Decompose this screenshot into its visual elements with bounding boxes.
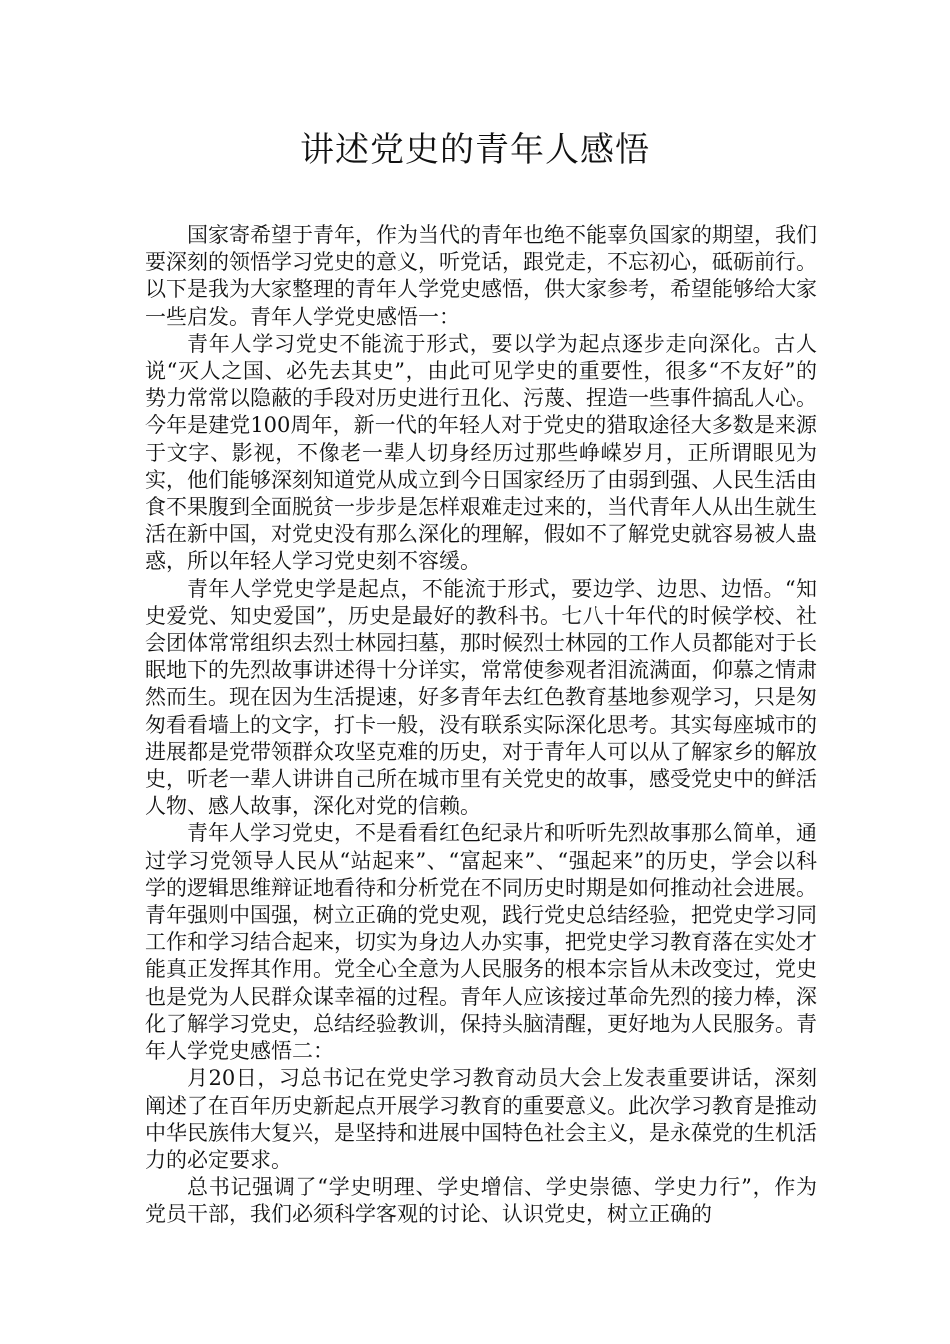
paragraph-scientific-view: 青年人学习党史，不是看看红色纪录片和听听先烈故事那么简单，通过学习党领导人民从“站起来”、“富起来”、“强起来”的历史，学会以科学的逻辑思维辩证地看待和分析党在不同历史时期是如何推动社会进展。青年强则中国强，树立正确的党史观，践行党史总结经验，把党史学习同工作和学习结合起来，切实为身边人办实事，把党史学习教育落在实处才能真正发挥其作用。党全心全意为人民服务的根本宗旨从未改变过，党史也是党为人民群众谋幸福的过程。青年人应该接过革命先烈的接力棒，深化了解学习党史，总结经验教训，保持头脑清醒，更好地为人民服务。青年人学党史感悟二： xyxy=(145,821,817,1064)
paragraph-intro: 国家寄希望于青年，作为当代的青年也绝不能辜负国家的期望，我们要深刻的领悟学习党史的意义，听党话，跟党走，不忘初心，砥砺前行。以下是我为大家整理的青年人学党史感悟，供大家参考，希望能够给大家一些启发。青年人学党史感悟一： xyxy=(145,223,817,329)
document-body xyxy=(145,222,817,1229)
paragraph-speech: 月20日，习总书记在党史学习教育动员大会上发表重要讲话，深刻阐述了在百年历史新起点开展学习教育的重要意义。此次学习教育是推动中华民族伟大复兴，是坚持和进展中国特色社会主义，是永葆党的生机活力的必定要求。 xyxy=(145,1066,817,1172)
paragraph-learning-depth: 青年人学习党史不能流于形式，要以学为起点逐步走向深化。古人说“灭人之国、必先去其史”，由此可见学史的重要性，很多“不友好”的势力常常以隐蔽的手段对历史进行丑化、污蔑、捏造一些事件搞乱人心。今年是建党100周年，新一代的年轻人对于党史的猎取途径大多数是来源于文字、影视，不像老一辈人切身经历过那些峥嵘岁月，正所谓眼见为实，他们能够深刻知道党从成立到今日国家经历了由弱到强、人民生活由食不果腹到全面脱贫一步步是怎样艰难走过来的，当代青年人从出生就生活在新中国，对党史没有那么深化的理解，假如不了解党史就容易被人蛊惑，所以年轻人学习党史刻不容缓。 xyxy=(145,331,817,574)
paragraph-learn-think-understand: 青年人学党史学是起点，不能流于形式，要边学、边思、边悟。“知史爱党、知史爱国”，历史是最好的教科书。七八十年代的时候学校、社会团体常常组织去烈士林园扫墓，那时候烈士林园的工作人员都能对于长眠地下的先烈故事讲述得十分详实，常常使参观者泪流满面，仰慕之情肃然而生。现在因为生活提速，好多青年去红色教育基地参观学习，只是匆匆看看墙上的文字，打卡一般，没有联系实际深化思考。其实每座城市的进展都是党带领群众攻坚克难的历史，对于青年人可以从了解家乡的解放史，听老一辈人讲讲自己所在城市里有关党史的故事，感受党史中的鲜活人物、感人故事，深化对党的信赖。 xyxy=(145,576,817,819)
paragraph-emphasis: 总书记强调了“学史明理、学史增信、学史崇德、学史力行”，作为党员干部，我们必须科学客观的讨论、认识党史，树立正确的 xyxy=(145,1175,817,1227)
document-title: 讲述党史的青年人感悟 xyxy=(300,130,650,170)
